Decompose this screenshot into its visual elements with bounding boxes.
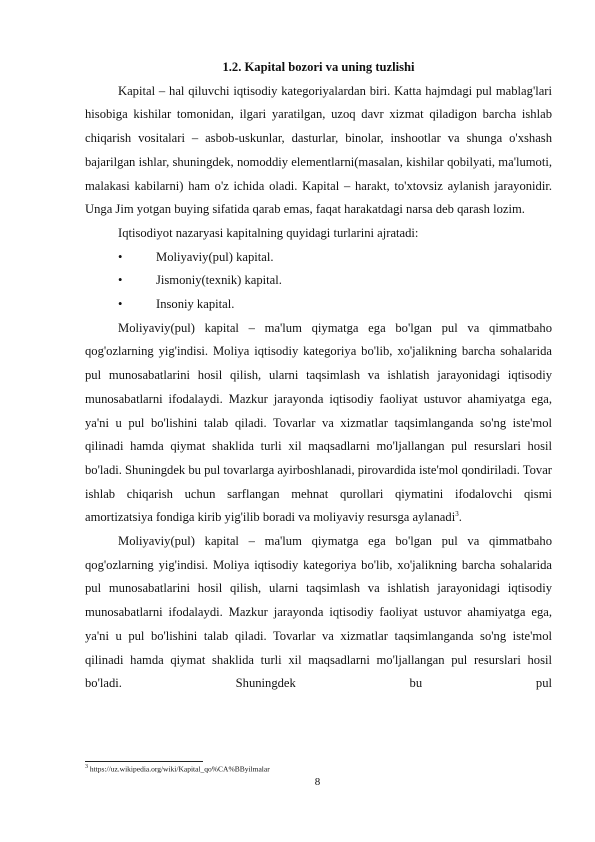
- footnote-divider: [85, 761, 203, 762]
- paragraph-moliyaviy-kapital-repeat: Moliyaviy(pul) kapital – ma'lum qiymatga ega bo'lgan pul va qimmatbaho qog'ozlarning yig'indisi. Moliya iqtisodiy kategoriya bo'lib, xo'jalikning barcha sohalarida pul munosabatlarini hosil qilish, ularni taqsimlash va ishlatish jarayonidagi iqtisodiy munosabatlarni ifodalaydi. Mazkur jarayonda iqtisodiy faoliyat ustuvor ahamiyatga ega, ya'ni u pul bo'lishini talab qiladi. Tovarlar va xizmatlar taqsimlanganda so'ng iste'mol qilinadi hamda qiymat shaklida turli xil maqsadlarni mo'ljallangan pul resurslari hosil bo'ladi. Shuningdek bu pul: [85, 534, 552, 691]
- list-item: • Insoniy kapital.: [118, 293, 552, 317]
- list-item: • Moliyaviy(pul) kapital.: [118, 246, 552, 270]
- page-number: 8: [314, 776, 321, 788]
- paragraph-kapital-types-intro: Iqtisodiyot nazaryasi kapitalning quyidagi turlarini ajratadi:: [118, 225, 419, 240]
- footnote-number: 3: [85, 764, 88, 770]
- paragraph-kapital-definition: Kapital – hal qiluvchi iqtisodiy kategoriyalardan biri. Katta hajmdagi pul mablag'lari hisobiga kishilar tomonidan, ilgari yaratilgan, uzoq davr xizmat qiladigon barcha ishlab chiqarish vositalari – asbob-uskunlar, dasturlar, binolar, inshootlar va shunga o'xshash bajarilgan ishlar, shuningdek, nomoddiy elementlarni(masalan, kishilar qobilyati, ma'lumoti, malakasi kabilarni) ham o'z ichida oladi. Kapital – harakt, to'xtovsiz aylanish jarayonidir. Unga Jim yotgan buying sifatida qarab emas, faqat harakatdagi narsa deb qarash lozim.: [85, 83, 552, 217]
- body-text: [85, 56, 552, 696]
- paragraph-moliyaviy-kapital: Moliyaviy(pul) kapital – ma'lum qiymatga ega bo'lgan pul va qimmatbaho qog'ozlarning yig'indisi. Moliya iqtisodiy kategoriya bo'lib, xo'jalikning barcha sohalarida pul munosabatlarini hosil qilish, ularni taqsimlash va ishlatish jarayonidagi iqtisodiy munosabatlarni ifodalaydi. Mazkur jarayonda iqtisodiy faoliyat ustuvor ahamiyatga ega, ya'ni u pul bo'lishini talab qiladi. Tovarlar va xizmatlar taqsimlanganda so'ng iste'mol qilinadi hamda qiymat shaklida turli xil maqsadlarni mo'ljallangan pul resurslari hosil bo'ladi. Shuningdek bu pul tovarlarga ayirboshlanadi, pirovardida iste'mol qondiriladi. Tovar ishlab chiqarish uchun sarflangan mehnat qurollari qiymatini ifodalovchi qismi amortizatsiya fondiga kirib yig'ilib boradi va moliyaviy resursga aylanadi$^3$.: [85, 320, 552, 525]
- kapital-types-list: [118, 246, 552, 317]
- footnote-link[interactable]: https://uz.wikipedia.org/wiki/Kapital_qo%CA%BByilmalar: [88, 764, 270, 774]
- bullet-icon: •: [118, 273, 123, 288]
- footnote: [85, 764, 270, 774]
- list-item: • Jismoniy(texnik) kapital.: [118, 269, 552, 293]
- footnote-reference[interactable]: 3: [455, 510, 459, 519]
- bullet-icon: •: [118, 249, 123, 264]
- bullet-icon: •: [118, 297, 123, 312]
- section-heading: 1.2. Kapital bozori va uning tuzlishi: [222, 60, 415, 74]
